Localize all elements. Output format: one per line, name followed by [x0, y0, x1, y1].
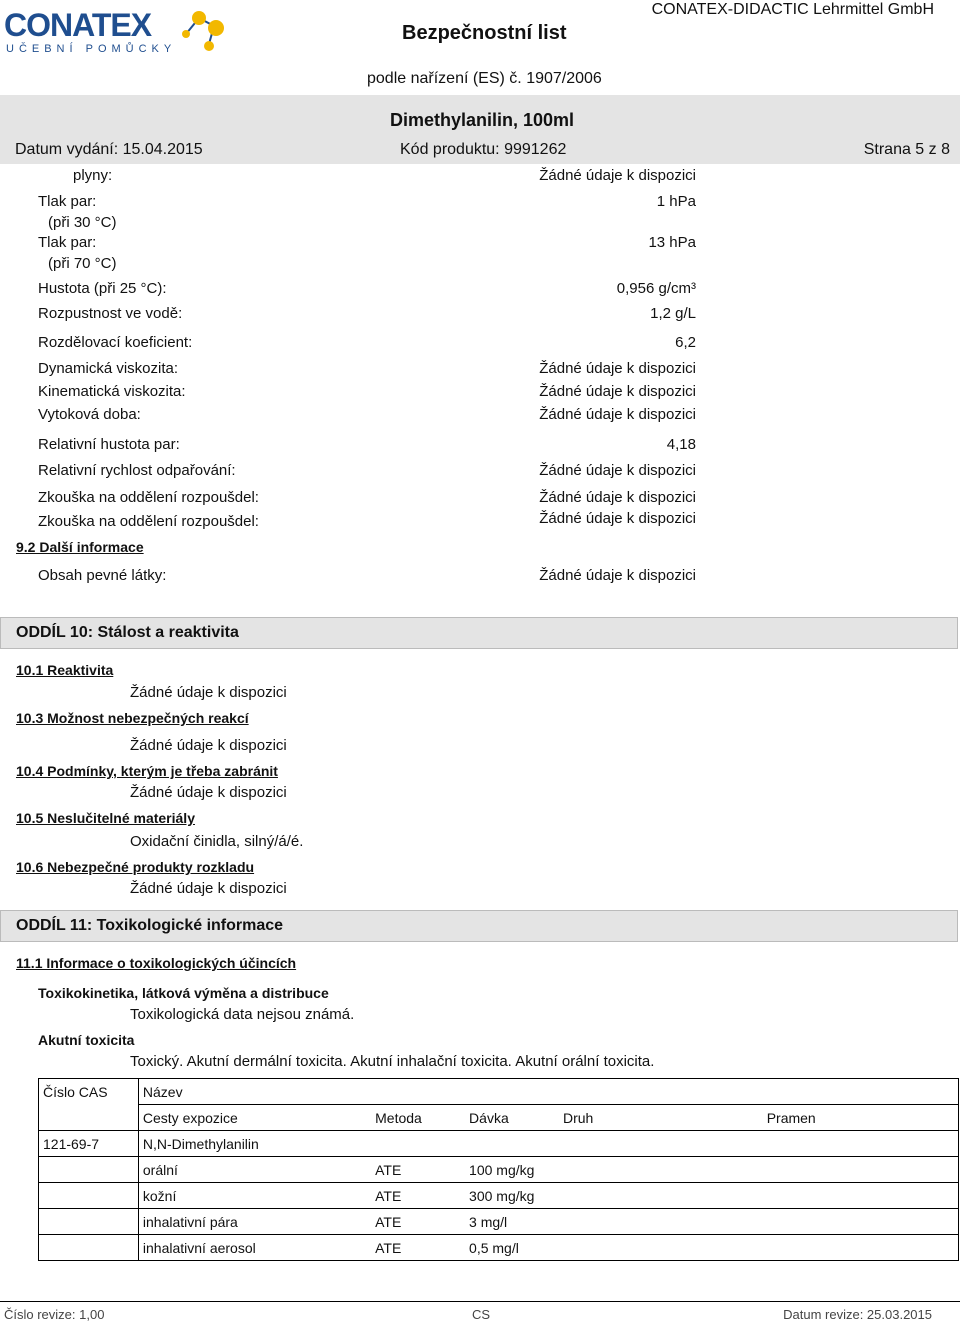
property-label: Relativní rychlost odpařování: [38, 462, 236, 479]
table-row [39, 1183, 959, 1209]
property-label: Vytoková doba: [38, 406, 141, 423]
property-value: Žádné údaje k dispozici [539, 383, 696, 400]
property-value: 13 hPa [648, 234, 696, 251]
subsection-text: Žádné údaje k dispozici [130, 880, 287, 897]
property-value: 0,956 g/cm³ [616, 280, 696, 297]
property-label: Zkouška na oddělení rozpoušdel: [38, 489, 259, 506]
document-title: Bezpečnostní list [402, 22, 567, 44]
method-cell: ATE [375, 1161, 402, 1178]
table-row [39, 1235, 959, 1261]
method-cell: ATE [375, 1187, 402, 1204]
header-cas: Číslo CAS [39, 1079, 139, 1105]
section-10-header [0, 617, 958, 649]
product-code: Kód produktu: 9991262 [400, 141, 567, 158]
product-name: Dimethylanilin, 100ml [390, 110, 575, 130]
header-species: Druh [559, 1105, 763, 1131]
page-number: Strana 5 z 8 [863, 141, 950, 158]
route-cell: inhalativní pára [142, 1213, 238, 1230]
property-label: Zkouška na oddělení rozpoušdel: [38, 513, 259, 530]
issue-date: Datum vydání: 15.04.2015 [15, 141, 203, 158]
subsection-heading: 10.3 Možnost nebezpečných reakcí [16, 710, 249, 726]
property-label: Tlak par: [38, 234, 97, 251]
subsection-heading: 10.6 Nebezpečné produkty rozkladu [16, 859, 255, 875]
solid-content-value: Žádné údaje k dispozici [539, 567, 696, 584]
property-label: Rozpustnost ve vodě: [38, 305, 183, 322]
header-source: Pramen [763, 1105, 959, 1131]
property-value: 1 hPa [656, 193, 696, 210]
header-name: Název [142, 1083, 183, 1100]
company-name: CONATEX-DIDACTIC Lehrmittel GmbH [651, 1, 934, 18]
substance-name: N,N-Dimethylanilin [142, 1135, 259, 1152]
regulation: podle nařízení (ES) č. 1907/2006 [367, 70, 602, 87]
header-route: Cesty expozice [138, 1105, 371, 1131]
substance-cas: 121-69-7 [39, 1131, 139, 1157]
table-row [39, 1157, 959, 1183]
route-cell: kožní [142, 1187, 177, 1204]
subsection-text: Žádné údaje k dispozici [130, 737, 287, 754]
method-cell: ATE [375, 1213, 402, 1230]
route-cell: inhalativní aerosol [142, 1239, 256, 1256]
subsection-text: Oxidační činidla, silný/á/é. [130, 833, 304, 850]
acute-toxicity-text: Toxický. Akutní dermální toxicita. Akutní inhalační toxicita. Akutní orální toxicita. [130, 1053, 655, 1070]
dose-cell: 300 mg/kg [469, 1187, 535, 1204]
subsection-heading: 10.5 Neslučitelné materiály [16, 810, 195, 826]
property-label: Relativní hustota par: [38, 436, 180, 453]
other-info-heading: 9.2 Další informace [16, 539, 144, 555]
toxicokinetics-text: Toxikologická data nejsou známá. [130, 1006, 355, 1023]
table-header-row [39, 1079, 959, 1105]
property-value: 1,2 g/L [650, 305, 696, 322]
subsection-heading: 11.1 Informace o toxikologických účincích [16, 955, 297, 971]
property-value: Žádné údaje k dispozici [539, 360, 696, 377]
property-value: 6,2 [675, 334, 696, 351]
logo-sub-text: UČEBNÍ POMŮCKY [6, 43, 177, 55]
property-value: Žádné údaje k dispozici [539, 510, 696, 527]
revision-date: Datum revize: 25.03.2015 [783, 1307, 932, 1322]
solid-content-label: Obsah pevné látky: [38, 567, 167, 584]
property-label: (při 30 °C) [48, 214, 117, 231]
property-value: Žádné údaje k dispozici [539, 167, 696, 184]
property-value: Žádné údaje k dispozici [539, 406, 696, 423]
property-label: Tlak par: [38, 193, 97, 210]
table-row [39, 1131, 959, 1157]
header-method: Metoda [371, 1105, 465, 1131]
section-11-header [0, 910, 958, 942]
logo-main-text: CONATEX [4, 7, 152, 43]
property-value: 4,18 [666, 436, 696, 453]
conatex-logo [4, 6, 230, 56]
method-cell: ATE [375, 1239, 402, 1256]
property-label: Rozdělovací koeficient: [38, 334, 193, 351]
table-row [39, 1209, 959, 1235]
route-cell: orální [142, 1161, 178, 1178]
table-subheader-row [39, 1105, 959, 1131]
property-label: (při 70 °C) [48, 255, 117, 272]
property-label: Dynamická viskozita: [38, 360, 179, 377]
property-label: Kinematická viskozita: [38, 383, 186, 400]
acute-toxicity-heading: Akutní toxicita [38, 1032, 135, 1048]
dose-cell: 3 mg/l [469, 1213, 508, 1230]
section-10-title: ODDÍL 10: Stálost a reaktivita [16, 624, 239, 641]
language-code: CS [472, 1307, 491, 1322]
section-11-title: ODDÍL 11: Toxikologické informace [16, 917, 284, 934]
molecule-icon [182, 11, 224, 51]
revision-number: Číslo revize: 1,00 [4, 1307, 105, 1322]
header-dose: Dávka [465, 1105, 559, 1131]
subsection-heading: 10.4 Podmínky, kterým je třeba zabránit [16, 763, 278, 779]
property-label: Hustota (při 25 °C): [38, 280, 167, 297]
dose-cell: 100 mg/kg [469, 1161, 535, 1178]
property-label: plyny: [73, 167, 113, 184]
toxicokinetics-heading: Toxikokinetika, látková výměna a distribuce [38, 985, 329, 1001]
footer-divider [0, 1301, 960, 1302]
subsection-heading: 10.1 Reaktivita [16, 662, 114, 678]
toxicity-table [38, 1078, 959, 1261]
property-value: Žádné údaje k dispozici [539, 462, 696, 479]
subsection-text: Žádné údaje k dispozici [130, 684, 287, 701]
dose-cell: 0,5 mg/l [469, 1239, 519, 1256]
property-value: Žádné údaje k dispozici [539, 489, 696, 506]
subsection-text: Žádné údaje k dispozici [130, 784, 287, 801]
